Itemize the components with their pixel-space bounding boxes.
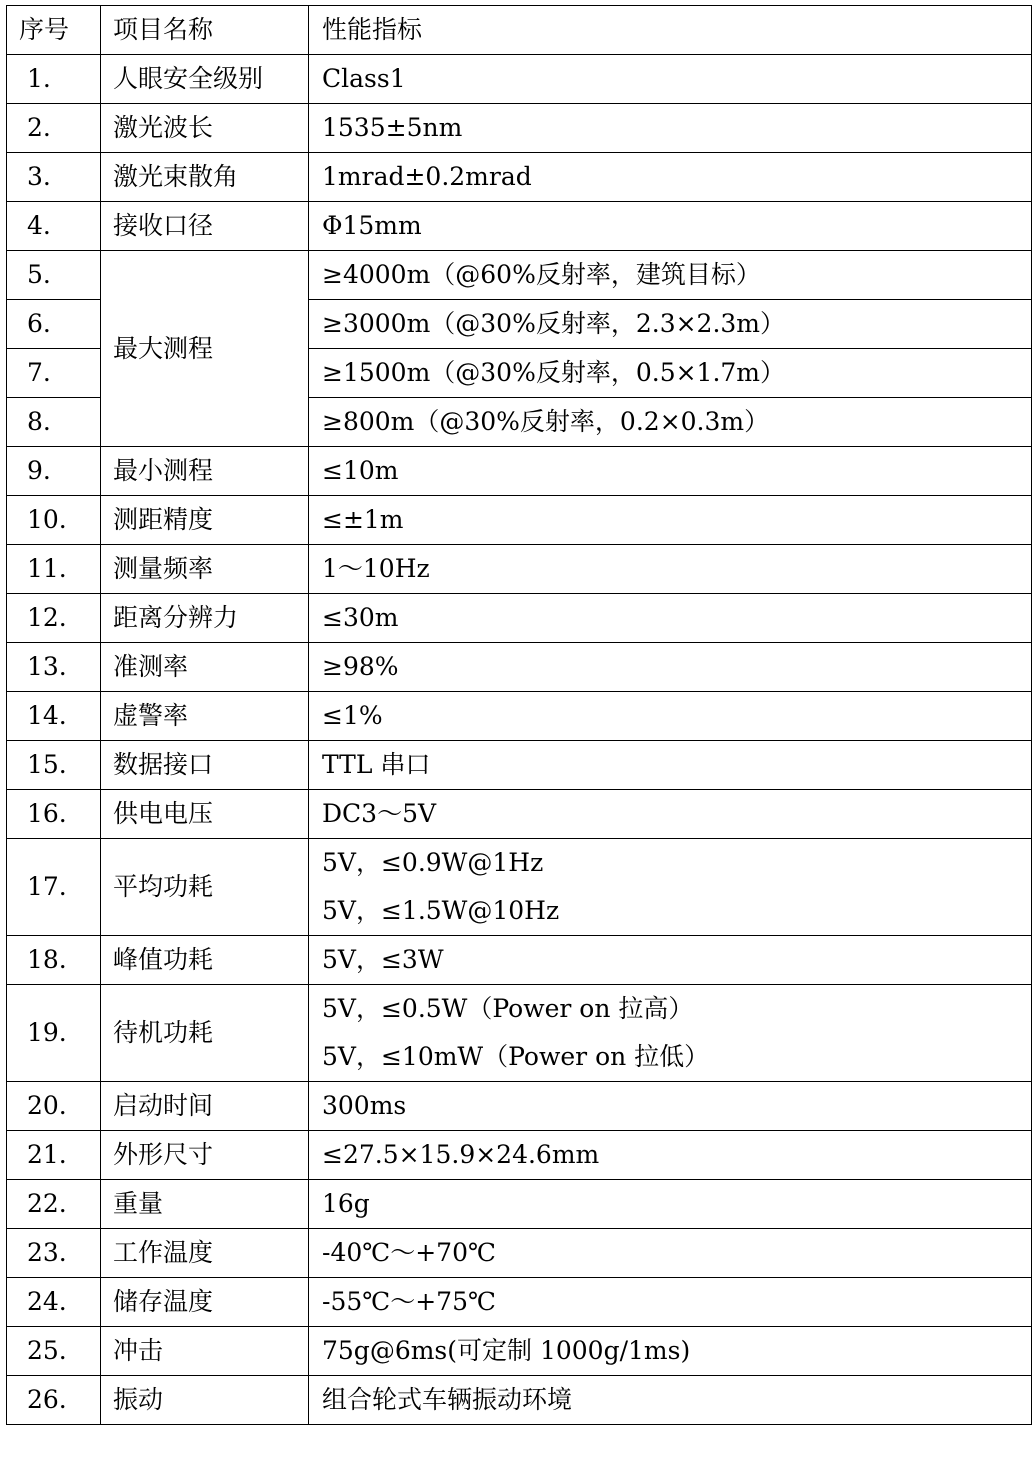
table-row — [7, 1376, 1032, 1425]
table-row — [7, 545, 1032, 594]
row-number: 20. — [7, 1082, 101, 1131]
table-row — [7, 153, 1032, 202]
table-row — [7, 839, 1032, 936]
item-spec: DC3～5V — [309, 790, 1032, 839]
spec-table — [6, 5, 1032, 1425]
item-name: 最大测程 — [101, 251, 309, 447]
item-spec: 1535±5nm — [309, 104, 1032, 153]
table-row — [7, 251, 1032, 300]
item-spec: ≤30m — [309, 594, 1032, 643]
row-number: 4. — [7, 202, 101, 251]
item-spec: ≤27.5×15.9×24.6mm — [309, 1131, 1032, 1180]
item-spec-line: 5V，≤1.5W@10Hz — [322, 896, 560, 925]
table-row — [7, 643, 1032, 692]
item-name: 待机功耗 — [101, 985, 309, 1082]
item-spec: 1mrad±0.2mrad — [309, 153, 1032, 202]
item-spec: 组合轮式车辆振动环境 — [309, 1376, 1032, 1425]
row-number: 24. — [7, 1278, 101, 1327]
item-name: 接收口径 — [101, 202, 309, 251]
row-number: 6. — [7, 300, 101, 349]
item-name: 最小测程 — [101, 447, 309, 496]
item-name: 储存温度 — [101, 1278, 309, 1327]
item-name: 激光束散角 — [101, 153, 309, 202]
item-name: 距离分辨力 — [101, 594, 309, 643]
row-number: 18. — [7, 936, 101, 985]
item-spec: 5V，≤3W — [309, 936, 1032, 985]
item-name: 冲击 — [101, 1327, 309, 1376]
row-number: 3. — [7, 153, 101, 202]
row-number: 17. — [7, 839, 101, 936]
item-spec: ≤1% — [309, 692, 1032, 741]
table-row — [7, 1229, 1032, 1278]
row-number: 11. — [7, 545, 101, 594]
table-row — [7, 1180, 1032, 1229]
header-spec: 性能指标 — [309, 6, 1032, 55]
item-name: 振动 — [101, 1376, 309, 1425]
row-number: 16. — [7, 790, 101, 839]
item-spec: -40℃～+70℃ — [309, 1229, 1032, 1278]
item-spec: ≥1500m（@30%反射率，0.5×1.7m） — [309, 349, 1032, 398]
row-number: 2. — [7, 104, 101, 153]
item-name: 外形尺寸 — [101, 1131, 309, 1180]
row-number: 13. — [7, 643, 101, 692]
row-number: 14. — [7, 692, 101, 741]
table-row — [7, 55, 1032, 104]
item-spec-line: 5V，≤0.5W（Power on 拉高） — [322, 994, 694, 1023]
row-number: 12. — [7, 594, 101, 643]
row-number: 19. — [7, 985, 101, 1082]
item-spec-line: 5V，≤10mW（Power on 拉低） — [322, 1042, 710, 1071]
row-number: 22. — [7, 1180, 101, 1229]
item-name: 峰值功耗 — [101, 936, 309, 985]
table-row — [7, 985, 1032, 1082]
header-row — [7, 6, 1032, 55]
table-row — [7, 447, 1032, 496]
row-number: 15. — [7, 741, 101, 790]
table-row — [7, 104, 1032, 153]
item-spec: ≥800m（@30%反射率，0.2×0.3m） — [309, 398, 1032, 447]
table-row — [7, 790, 1032, 839]
item-name: 数据接口 — [101, 741, 309, 790]
item-name: 激光波长 — [101, 104, 309, 153]
item-name: 供电电压 — [101, 790, 309, 839]
item-name: 虚警率 — [101, 692, 309, 741]
table-row — [7, 1278, 1032, 1327]
row-number: 1. — [7, 55, 101, 104]
item-spec-line: 5V，≤0.9W@1Hz — [322, 848, 544, 877]
table-row — [7, 936, 1032, 985]
table-row — [7, 1082, 1032, 1131]
item-spec: -55℃～+75℃ — [309, 1278, 1032, 1327]
item-spec: ≥4000m（@60%反射率，建筑目标） — [309, 251, 1032, 300]
row-number: 5. — [7, 251, 101, 300]
table-row — [7, 1131, 1032, 1180]
row-number: 7. — [7, 349, 101, 398]
item-name: 重量 — [101, 1180, 309, 1229]
row-number: 23. — [7, 1229, 101, 1278]
table-row — [7, 741, 1032, 790]
table-row — [7, 202, 1032, 251]
item-spec: TTL 串口 — [309, 741, 1032, 790]
item-spec — [309, 839, 1032, 936]
header-name: 项目名称 — [101, 6, 309, 55]
item-spec: ≤10m — [309, 447, 1032, 496]
item-spec: Φ15mm — [309, 202, 1032, 251]
table-row — [7, 1327, 1032, 1376]
item-name: 启动时间 — [101, 1082, 309, 1131]
table-row — [7, 692, 1032, 741]
item-spec: 1～10Hz — [309, 545, 1032, 594]
item-name: 平均功耗 — [101, 839, 309, 936]
item-name: 工作温度 — [101, 1229, 309, 1278]
item-spec — [309, 985, 1032, 1082]
item-spec: 75g@6ms(可定制 1000g/1ms) — [309, 1327, 1032, 1376]
row-number: 10. — [7, 496, 101, 545]
table-row — [7, 496, 1032, 545]
item-spec: Class1 — [309, 55, 1032, 104]
item-spec: 300ms — [309, 1082, 1032, 1131]
item-spec: ≥3000m（@30%反射率，2.3×2.3m） — [309, 300, 1032, 349]
item-spec: 16g — [309, 1180, 1032, 1229]
header-no: 序号 — [7, 6, 101, 55]
item-name: 测距精度 — [101, 496, 309, 545]
item-name: 准测率 — [101, 643, 309, 692]
item-spec: ≤±1m — [309, 496, 1032, 545]
row-number: 8. — [7, 398, 101, 447]
spec-table-body — [7, 6, 1032, 1425]
table-row — [7, 594, 1032, 643]
row-number: 25. — [7, 1327, 101, 1376]
row-number: 21. — [7, 1131, 101, 1180]
item-name: 测量频率 — [101, 545, 309, 594]
row-number: 26. — [7, 1376, 101, 1425]
item-spec: ≥98% — [309, 643, 1032, 692]
row-number: 9. — [7, 447, 101, 496]
item-name: 人眼安全级别 — [101, 55, 309, 104]
